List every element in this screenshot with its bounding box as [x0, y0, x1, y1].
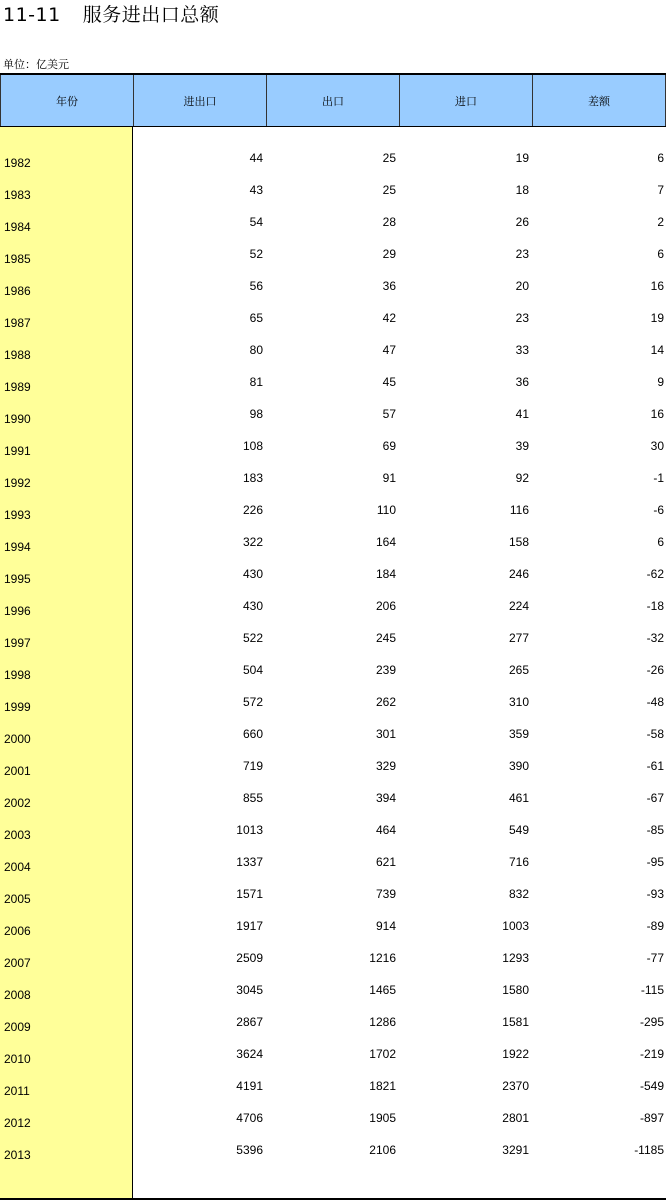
cell-balance: 6	[657, 151, 664, 165]
cell-total: 1013	[236, 823, 263, 837]
cell-total: 80	[249, 343, 263, 357]
column-header-export: 出口	[266, 75, 399, 126]
cell-export: 1286	[369, 1015, 396, 1029]
cell-export: 28	[382, 215, 396, 229]
table-row	[0, 977, 666, 1009]
cell-export: 262	[375, 695, 396, 709]
cell-total: 522	[242, 631, 263, 645]
cell-balance: -93	[646, 887, 664, 901]
cell-export: 1465	[369, 983, 396, 997]
cell-import: 461	[508, 791, 529, 805]
cell-year: 2003	[4, 828, 31, 842]
table-row	[0, 241, 666, 273]
cell-total: 855	[242, 791, 263, 805]
cell-balance: 6	[657, 247, 664, 261]
table-row	[0, 1073, 666, 1105]
cell-balance: 9	[657, 375, 664, 389]
cell-balance: -77	[646, 951, 664, 965]
cell-import: 116	[509, 503, 529, 517]
column-header-balance: 差额	[532, 75, 666, 126]
cell-import: 23	[515, 247, 529, 261]
cell-year: 2000	[4, 732, 31, 746]
cell-export: 25	[382, 183, 396, 197]
cell-export: 329	[375, 759, 396, 773]
cell-export: 914	[375, 919, 396, 933]
cell-total: 322	[242, 535, 263, 549]
cell-total: 1571	[236, 887, 263, 901]
column-header-total: 进出口	[133, 75, 266, 126]
cell-import: 265	[508, 663, 529, 677]
cell-export: 394	[375, 791, 396, 805]
cell-balance: 30	[650, 439, 664, 453]
cell-year: 2001	[4, 764, 31, 778]
cell-import: 26	[515, 215, 529, 229]
cell-balance: -18	[646, 599, 664, 613]
cell-export: 1216	[369, 951, 396, 965]
cell-import: 1581	[502, 1015, 529, 1029]
cell-import: 1580	[502, 983, 529, 997]
cell-balance: -89	[646, 919, 664, 933]
cell-year: 1992	[4, 476, 31, 490]
cell-export: 206	[375, 599, 396, 613]
cell-total: 108	[242, 439, 263, 453]
table-bottom-border	[0, 1198, 666, 1200]
cell-import: 832	[508, 887, 529, 901]
table-row	[0, 817, 666, 849]
cell-import: 20	[515, 279, 529, 293]
cell-year: 2009	[4, 1020, 31, 1034]
column-header-year: 年份	[0, 75, 133, 126]
cell-balance: -48	[646, 695, 664, 709]
cell-export: 239	[375, 663, 396, 677]
table-row	[0, 209, 666, 241]
cell-total: 4191	[236, 1079, 263, 1093]
cell-total: 226	[242, 503, 263, 517]
table-row	[0, 753, 666, 785]
cell-balance: 6	[657, 535, 664, 549]
cell-year: 2008	[4, 988, 31, 1002]
cell-total: 65	[249, 311, 263, 325]
table-number: 11-11	[3, 4, 61, 26]
cell-balance: 16	[650, 279, 664, 293]
table-row	[0, 305, 666, 337]
column-header-import: 进口	[399, 75, 532, 126]
cell-import: 1003	[502, 919, 529, 933]
cell-balance: -67	[646, 791, 664, 805]
cell-import: 549	[508, 823, 529, 837]
cell-export: 1702	[369, 1047, 396, 1061]
cell-export: 2106	[369, 1143, 396, 1157]
table-row	[0, 433, 666, 465]
cell-export: 164	[375, 535, 396, 549]
cell-import: 2801	[502, 1111, 529, 1125]
table-row	[0, 1041, 666, 1073]
table-row	[0, 177, 666, 209]
cell-export: 42	[382, 311, 396, 325]
table-row	[0, 593, 666, 625]
cell-export: 1905	[369, 1111, 396, 1125]
cell-total: 719	[242, 759, 263, 773]
cell-total: 572	[242, 695, 263, 709]
cell-import: 158	[508, 535, 529, 549]
cell-import: 92	[515, 471, 529, 485]
cell-export: 110	[376, 503, 396, 517]
table-header	[0, 75, 666, 126]
cell-import: 224	[508, 599, 529, 613]
cell-balance: -32	[646, 631, 664, 645]
cell-total: 660	[242, 727, 263, 741]
cell-total: 4706	[236, 1111, 263, 1125]
cell-import: 359	[508, 727, 529, 741]
cell-export: 301	[375, 727, 396, 741]
cell-balance: -62	[646, 567, 664, 581]
cell-total: 430	[242, 567, 263, 581]
cell-import: 2370	[502, 1079, 529, 1093]
cell-year: 1996	[4, 604, 31, 618]
cell-year: 1997	[4, 636, 31, 650]
unit-label: 单位：亿美元	[3, 58, 69, 71]
cell-balance: 2	[657, 215, 664, 229]
table-row	[0, 625, 666, 657]
table-row	[0, 1105, 666, 1137]
cell-import: 23	[515, 311, 529, 325]
table-row	[0, 657, 666, 689]
cell-import: 277	[508, 631, 529, 645]
cell-year: 2004	[4, 860, 31, 874]
table-row	[0, 945, 666, 977]
table-row	[0, 529, 666, 561]
cell-total: 2867	[236, 1015, 263, 1029]
cell-year: 2011	[4, 1084, 30, 1098]
table-row	[0, 465, 666, 497]
table-row	[0, 689, 666, 721]
cell-export: 621	[375, 855, 396, 869]
cell-year: 1982	[4, 156, 31, 170]
table-row	[0, 721, 666, 753]
cell-total: 54	[249, 215, 263, 229]
cell-import: 1293	[502, 951, 529, 965]
page-title	[3, 3, 219, 27]
cell-balance: 16	[650, 407, 664, 421]
cell-year: 1995	[4, 572, 31, 586]
cell-export: 47	[382, 343, 396, 357]
cell-year: 1988	[4, 348, 31, 362]
cell-export: 739	[375, 887, 396, 901]
cell-import: 36	[515, 375, 529, 389]
cell-total: 3624	[236, 1047, 263, 1061]
cell-total: 56	[249, 279, 263, 293]
cell-year: 1986	[4, 284, 31, 298]
cell-export: 45	[382, 375, 396, 389]
cell-total: 2509	[236, 951, 263, 965]
cell-year: 1998	[4, 668, 31, 682]
cell-balance: -1185	[634, 1143, 664, 1157]
cell-year: 1984	[4, 220, 31, 234]
cell-export: 91	[382, 471, 396, 485]
table-row	[0, 273, 666, 305]
cell-import: 3291	[502, 1143, 529, 1157]
cell-total: 52	[249, 247, 263, 261]
cell-balance: 19	[650, 311, 664, 325]
cell-balance: -295	[639, 1015, 664, 1029]
table-title: 服务进出口总额	[82, 4, 220, 26]
cell-export: 57	[382, 407, 396, 421]
cell-balance: -219	[639, 1047, 664, 1061]
cell-balance: -26	[646, 663, 664, 677]
cell-balance: -6	[653, 503, 664, 517]
cell-balance: 7	[657, 183, 664, 197]
cell-balance: -115	[640, 983, 664, 997]
cell-year: 1985	[4, 252, 31, 266]
cell-year: 1983	[4, 188, 31, 202]
cell-total: 430	[242, 599, 263, 613]
cell-year: 1993	[4, 508, 31, 522]
cell-total: 81	[249, 375, 263, 389]
cell-import: 246	[508, 567, 529, 581]
table-row	[0, 849, 666, 881]
cell-balance: -61	[646, 759, 664, 773]
cell-import: 19	[515, 151, 529, 165]
cell-export: 36	[382, 279, 396, 293]
cell-year: 1994	[4, 540, 31, 554]
cell-export: 25	[382, 151, 396, 165]
cell-year: 1991	[4, 444, 31, 458]
cell-year: 1989	[4, 380, 31, 394]
cell-year: 1999	[4, 700, 31, 714]
table-row	[0, 145, 666, 177]
cell-year: 1990	[4, 412, 31, 426]
cell-import: 39	[515, 439, 529, 453]
cell-import: 1922	[502, 1047, 529, 1061]
cell-year: 2006	[4, 924, 31, 938]
cell-import: 33	[515, 343, 529, 357]
cell-year: 2002	[4, 796, 31, 810]
table-row	[0, 913, 666, 945]
table-row	[0, 1137, 666, 1169]
cell-year: 2012	[4, 1116, 31, 1130]
cell-total: 3045	[236, 983, 263, 997]
table-body	[0, 145, 666, 1169]
cell-year: 2013	[4, 1148, 31, 1162]
table-row	[0, 785, 666, 817]
table-row	[0, 561, 666, 593]
cell-export: 69	[382, 439, 396, 453]
cell-total: 183	[242, 471, 263, 485]
cell-year: 2005	[4, 892, 31, 906]
data-table	[0, 73, 666, 1200]
cell-total: 1917	[236, 919, 263, 933]
cell-total: 1337	[236, 855, 263, 869]
cell-year: 2007	[4, 956, 31, 970]
cell-import: 390	[508, 759, 529, 773]
cell-balance: 14	[650, 343, 664, 357]
cell-export: 29	[382, 247, 396, 261]
cell-import: 310	[508, 695, 529, 709]
table-row	[0, 1009, 666, 1041]
cell-total: 44	[249, 151, 263, 165]
table-row	[0, 401, 666, 433]
cell-import: 716	[508, 855, 529, 869]
cell-total: 43	[249, 183, 263, 197]
cell-export: 1821	[369, 1079, 396, 1093]
cell-total: 504	[242, 663, 263, 677]
cell-import: 41	[515, 407, 529, 421]
cell-total: 5396	[236, 1143, 263, 1157]
table-row	[0, 369, 666, 401]
table-row	[0, 881, 666, 913]
table-row	[0, 337, 666, 369]
cell-export: 245	[375, 631, 396, 645]
cell-year: 1987	[4, 316, 31, 330]
cell-total: 98	[249, 407, 263, 421]
cell-import: 18	[515, 183, 529, 197]
cell-balance: -95	[646, 855, 664, 869]
cell-export: 184	[375, 567, 396, 581]
cell-balance: -85	[646, 823, 664, 837]
cell-balance: -58	[646, 727, 664, 741]
cell-balance: -549	[639, 1079, 664, 1093]
cell-balance: -897	[639, 1111, 664, 1125]
cell-export: 464	[375, 823, 396, 837]
cell-balance: -1	[653, 471, 664, 485]
table-row	[0, 497, 666, 529]
cell-year: 2010	[4, 1052, 31, 1066]
